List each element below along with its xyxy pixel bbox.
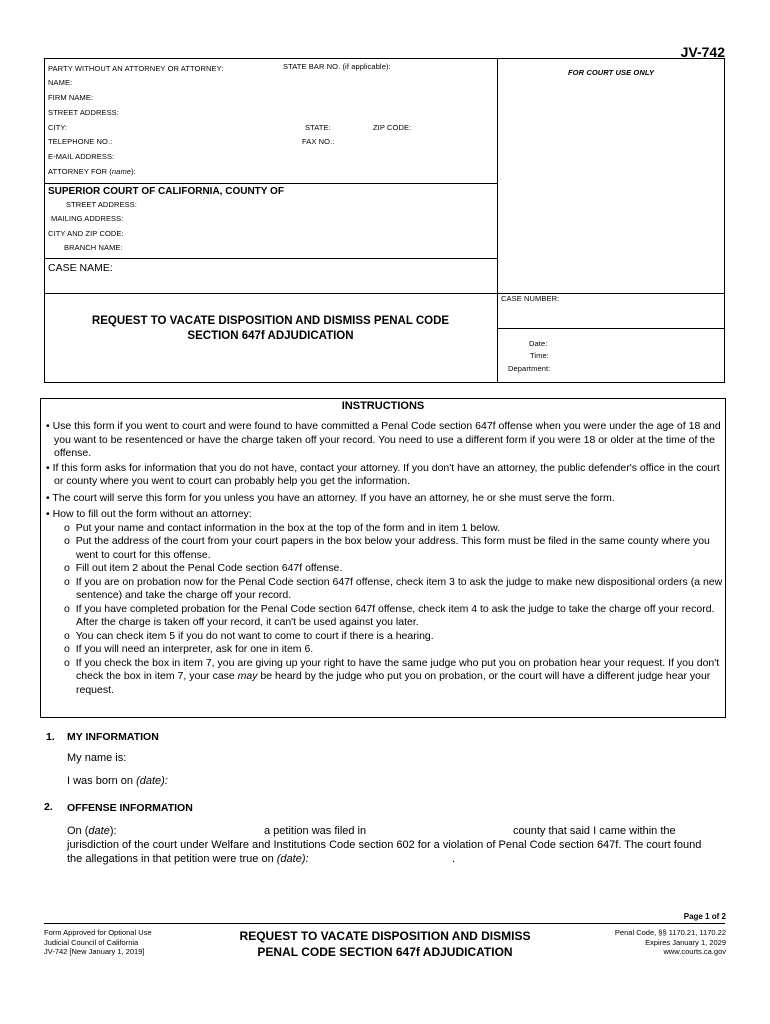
sub-marker-icon: o <box>64 629 70 642</box>
footer-right-3[interactable]: www.courts.ca.gov <box>663 947 726 956</box>
email-field[interactable]: E-MAIL ADDRESS: <box>48 152 115 161</box>
court-branch-field[interactable]: BRANCH NAME: <box>64 243 123 252</box>
attorney-for-suffix: ): <box>131 167 136 176</box>
sub-marker-icon: o <box>64 562 70 574</box>
court-mailing-field[interactable]: MAILING ADDRESS: <box>51 214 124 223</box>
name-field[interactable]: NAME: <box>48 78 73 87</box>
form-id: JV-742 <box>680 44 725 60</box>
zip-field[interactable]: ZIP CODE: <box>373 123 412 132</box>
section1-number: 1. <box>46 731 55 743</box>
birth-date-em: (date): <box>136 775 168 787</box>
footer-right <box>615 928 726 957</box>
sub-marker-icon: o <box>64 602 70 615</box>
sub-marker-icon: o <box>64 643 70 655</box>
footer-title-1: REQUEST TO VACATE DISPOSITION AND DISMISS <box>239 929 531 943</box>
line-end-period: . <box>452 853 456 865</box>
my-name-field[interactable]: My name is: <box>67 752 127 764</box>
sub-marker-icon: o <box>64 535 70 547</box>
instruction-sub: o If you are on probation now for the Penal Code section 647f offense, check item 3 to ask the judge to make new dispositional orders (a new sentence) and take the charge off your record. <box>64 575 723 601</box>
case-number-field[interactable]: CASE NUMBER: <box>501 294 560 303</box>
instruction-sub: o Put the address of the court from your court papers in the box below your address. This form must be filed in the same county where you went to court for this offense. <box>64 535 710 561</box>
instruction-bullet: • If this form asks for information that you do not have, contact your attorney. If you don't have an attorney, the public defender's office in the court or county where you went to court can probably help you get the information. <box>46 461 720 487</box>
instruction-sub: o If you have completed probation for the Penal Code section 647f offense, check item 4 to ask the judge to take the charge off your record. After the charge is taken off your record, it can't be used against you later. <box>64 602 715 628</box>
party-label: PARTY WITHOUT AN ATTORNEY OR ATTORNEY: <box>48 64 224 73</box>
instruction-sub: o Fill out item 2 about the Penal Code section 647f offense. <box>64 562 343 574</box>
case-name-field[interactable]: CASE NAME: <box>48 262 113 274</box>
court-use-label: FOR COURT USE ONLY <box>568 68 655 77</box>
footer-title-2: PENAL CODE SECTION 647f ADJUDICATION <box>257 945 513 959</box>
petition-text: a petition was filed in <box>264 825 367 837</box>
phone-field[interactable]: TELEPHONE NO.: <box>48 137 113 146</box>
footer-left-2: Judicial Council of California <box>44 937 139 947</box>
instruction-bullet: • Use this form if you went to court and were found to have committed a Penal Code section 647f offense when you were under the age of 18 and you want to be resentenced or have the charge taken off your record. You need to use a different form if you were 18 or older at the time of the offense. <box>46 420 721 459</box>
footer-rule <box>44 923 725 924</box>
jurisdiction-text: jurisdiction of the court under Welfare and Institutions Code section 602 for a violation of Penal Code section 647f. The court found <box>67 839 702 851</box>
court-city-zip-field[interactable]: CITY AND ZIP CODE: <box>48 229 124 238</box>
form-title-line2: SECTION 647f ADJUDICATION <box>187 330 354 342</box>
instruction-sub: o If you will need an interpreter, ask for one in item 6. <box>64 643 314 655</box>
street-field[interactable]: STREET ADDRESS: <box>48 108 119 117</box>
attorney-for-prefix: ATTORNEY FOR ( <box>48 167 112 176</box>
instruction-sub: o If you check the box in item 7, you are giving up your right to have the same judge who put you on probation hear your request. If you don't check the box in item 7, your case may be heard by the judge who put you on probation, or the court will have a different judge hear your request. <box>64 656 720 696</box>
instruction-sub: o You can check item 5 if you do not want to come to court if there is a hearing. <box>64 629 434 642</box>
form-title <box>44 314 497 344</box>
city-field[interactable]: CITY: <box>48 123 68 132</box>
state-field[interactable]: STATE: <box>305 123 331 132</box>
birth-date-label: I was born on <box>67 775 137 787</box>
instruction-bullet: • How to fill out the form without an attorney: <box>46 508 252 520</box>
offense-date-field[interactable]: On (date): <box>67 825 117 837</box>
section1-title: MY INFORMATION <box>67 731 159 743</box>
attorney-for-name: name <box>111 167 132 176</box>
fax-field[interactable]: FAX NO.: <box>302 137 335 146</box>
firm-field[interactable]: FIRM NAME: <box>48 93 94 102</box>
footer-right-2: Expires January 1, 2029 <box>645 937 726 947</box>
hearing-time-field[interactable]: Time: <box>530 351 549 360</box>
court-street-field[interactable]: STREET ADDRESS: <box>66 200 137 209</box>
instruction-sub: o Put your name and contact information in the box at the top of the form and in item 1 below. <box>64 521 501 534</box>
page-number: Page 1 of 2 <box>683 912 726 921</box>
court-use-divider <box>497 58 498 293</box>
instructions-title: INSTRUCTIONS <box>341 400 425 412</box>
court-title: SUPERIOR COURT OF CALIFORNIA, COUNTY OF <box>48 186 284 197</box>
footer-title <box>200 928 570 960</box>
true-finding-date-field[interactable]: the allegations in that petition were true on (date): <box>67 853 309 865</box>
section2-title: OFFENSE INFORMATION <box>67 802 193 814</box>
instructions-body <box>44 420 724 697</box>
footer-left-3: JV-742 [New January 1, 2019] <box>44 947 145 956</box>
county-text[interactable]: county that said I came within the <box>513 825 676 837</box>
instruction-bullet: • The court will serve this form for you unless you have an attorney. If you have an attorney, he or she must serve the form. <box>46 491 615 504</box>
form-title-line1: REQUEST TO VACATE DISPOSITION AND DISMISS PENAL CODE <box>91 315 450 327</box>
attorney-for-field[interactable] <box>48 167 136 176</box>
footer-right-1: Penal Code, §§ 1170.21, 1170.22 <box>614 928 726 937</box>
sub-marker-icon: o <box>64 656 70 669</box>
hearing-dept-field[interactable]: Department: <box>508 364 551 373</box>
footer-left <box>44 928 152 957</box>
bar-label: STATE BAR NO. (if applicable): <box>283 62 391 71</box>
section2-number: 2. <box>44 801 53 813</box>
sub-marker-icon: o <box>64 575 70 588</box>
sub-marker-icon: o <box>64 521 70 534</box>
footer-left-1: Form Approved for Optional Use <box>44 928 152 937</box>
birth-date-field[interactable] <box>67 775 168 787</box>
hearing-date-field[interactable]: Date: <box>529 339 548 348</box>
